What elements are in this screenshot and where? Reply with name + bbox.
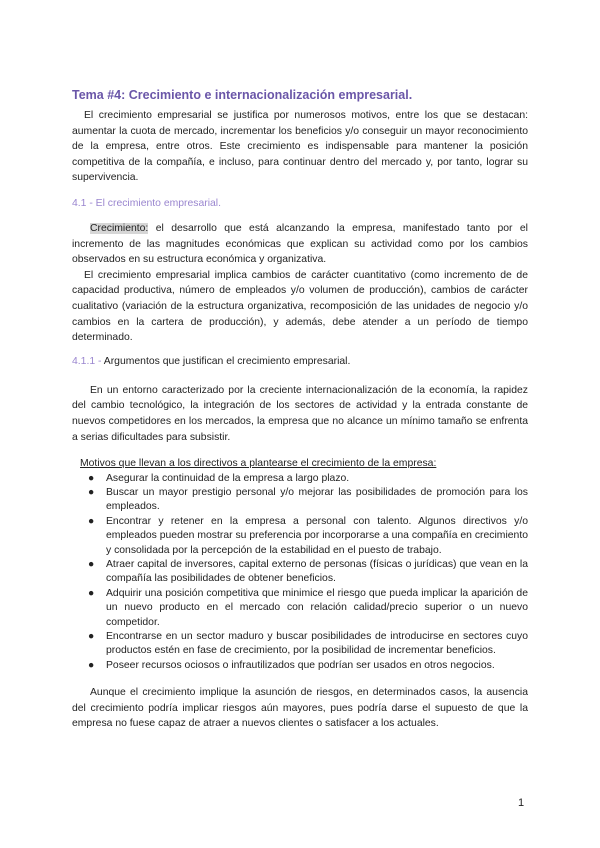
- definition-text: el desarrollo que está alcanzando la empresa, manifestado tanto por el incremento de las magnitudes económicas que explican su actividad como por los cambios observados en su estructura económica y organizativa.: [72, 222, 528, 266]
- section-heading-text: Argumentos que justifican el crecimiento empresarial.: [101, 355, 351, 367]
- bullet-icon: ●: [88, 659, 95, 671]
- list-item: ● Atraer capital de inversores, capital externo de personas (físicas o jurídicas) que vean en la compañía las posibilidades de obtener beneficios.: [88, 558, 528, 585]
- bullet-icon: ●: [88, 515, 95, 527]
- page-number: 1: [518, 797, 525, 809]
- riesgo-paragraph: Aunque el crecimiento implique la asunción de riesgos, en determinados casos, la ausencia del crecimiento podría implicar riesgos aún mayores, pues podría darse el supuesto de que la empresa no fuese capaz de atraer a nuevos clientes o satisfacer a los actuales.: [72, 687, 528, 730]
- bullet-icon: ●: [88, 558, 95, 570]
- section-heading-4-1: 4.1 - El crecimiento empresarial.: [72, 197, 221, 209]
- bullet-icon: ●: [88, 486, 95, 498]
- motives-list-title: Motivos que llevan a los directivos a plantearse el crecimiento de la empresa:: [80, 458, 437, 470]
- definition-term: Crecimiento:: [90, 222, 149, 234]
- definition-paragraph: [72, 221, 528, 268]
- implica-paragraph: El crecimiento empresarial implica cambios de carácter cuantitativo (como incremento de de capacidad productiva, número de empleados y/o volumen de producción), cambios de carácter cualitativo (variación de la estructura organizativa, recomposición de las unidades de negocio y/o cambios en la cartera de producción), y además, debe atender a un período de tiempo determinado.: [72, 269, 528, 344]
- intro-paragraph: El crecimiento empresarial se justifica por numerosos motivos, entre los que se destacan: aumentar la cuota de mercado, incrementar los beneficios y/o conseguir un mayor reconocimiento de la empresa, entre otros. Este crecimiento es indispensable para mantener la posición competitiva de la compañía, e incluso, para continuar dentro del mercado y, por tanto, lograr su supervivencia.: [72, 110, 528, 184]
- bullet-icon: ●: [88, 630, 95, 642]
- list-item: ● Adquirir una posición competitiva que minimice el riesgo que pueda implicar la aparición de un nuevo producto en el mercado con relación calidad/precio superior o un nuevo competidor.: [88, 587, 528, 628]
- list-item: ● Encontrar y retener en la empresa a personal con talento. Algunos directivos y/o empleados pueden mostrar su preferencia por incorporarse a una compañía en crecimiento y consolidada por la percepción de la estabilidad en el puesto de trabajo.: [88, 515, 528, 556]
- list-item: ● Asegurar la continuidad de la empresa a largo plazo.: [72, 472, 528, 486]
- bullet-icon: ●: [88, 472, 95, 484]
- list-item: ● Encontrarse en un sector maduro y buscar posibilidades de introducirse en sectores cuyo productos estén en fase de crecimiento, por la posibilidad de incrementar beneficios.: [88, 630, 528, 657]
- section-heading-4-1-1: [72, 354, 528, 369]
- motives-list: [72, 472, 528, 674]
- entorno-paragraph: En un entorno caracterizado por la creciente internacionalización de la economía, la rapidez del cambio tecnológico, la integración de los sectores de actividad y la entrada constante de nuevos competidores en los mercados, la empresa que no alcance un mínimo tamaño se enfrenta a serias dificultades para subsistir.: [72, 384, 528, 443]
- list-item: ● Poseer recursos ociosos o infrautilizados que podrían ser usados en otros negocios.: [72, 659, 528, 673]
- section-number: 4.1.1 -: [72, 355, 102, 367]
- document-page: [72, 88, 528, 732]
- list-item: ● Buscar un mayor prestigio personal y/o mejorar las posibilidades de promoción para los empleados.: [88, 486, 528, 513]
- page-title: Tema #4: Crecimiento e internacionalización empresarial.: [72, 88, 413, 102]
- bullet-icon: ●: [88, 587, 95, 599]
